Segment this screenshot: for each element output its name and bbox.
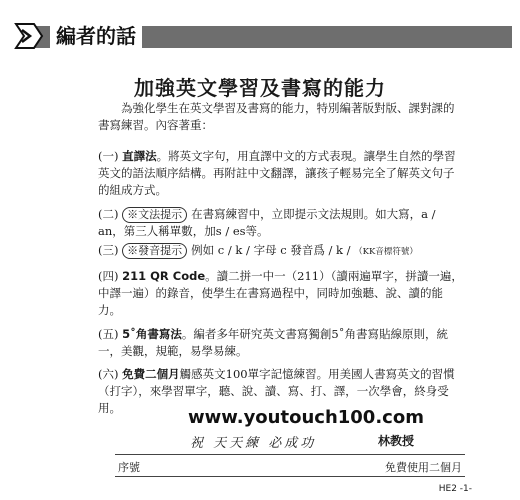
item-5	[98, 326, 463, 360]
item-number: (四)	[98, 269, 119, 283]
website-link[interactable]: www.youtouch100.com	[188, 407, 424, 428]
item-text: 觸感英文100單字記憶練習。用美國人書寫英文的習慣（打字），來學習單字，聽、說、讀、寫、打、譯，一次學會，終身受用。	[98, 367, 455, 415]
item-number: (三)	[98, 243, 119, 257]
item-1	[98, 148, 463, 199]
item-number: (六)	[98, 367, 119, 381]
arrow-tab-icon	[14, 20, 44, 52]
footer-top-rule	[115, 454, 465, 455]
item-text: 例如 c / k / 字母 c 發音爲 / k /	[191, 243, 351, 257]
item-number: (一)	[98, 149, 119, 163]
item-text: 。讀二拼一中一（211）（讀兩遍單字，拼讀一遍，中譯一遍）的錄音，使學生在書寫過程中，同時加強聽、說、讀的能力。	[98, 269, 463, 317]
item-note: （KK音標符號）	[354, 247, 418, 257]
header-banner	[8, 20, 512, 52]
page-subtitle: 加強英文學習及書寫的能力	[134, 76, 386, 100]
item-text: 。編者多年研究英文書寫獨創5˚角書寫貼線原則，統一，美觀，規範，易學易練。	[98, 327, 448, 358]
item-2	[98, 206, 463, 240]
item-number: (五)	[98, 327, 119, 341]
pronunciation-hint-tag: ※發音提示	[122, 243, 187, 259]
serial-number-label: 序號	[118, 461, 140, 474]
item-number: (二)	[98, 207, 119, 221]
item-4	[98, 268, 463, 319]
page-number: HE2 -1-	[438, 484, 472, 494]
grammar-hint-tag: ※文法提示	[122, 207, 187, 223]
free-use-label: 免費使用二個月	[385, 461, 462, 474]
item-3	[98, 242, 463, 261]
author-name: 林教授	[378, 434, 415, 448]
item-lead: 直譯法	[122, 149, 157, 163]
footer-bottom-rule	[115, 476, 465, 477]
item-text: 。將英文字句，用直譯中文的方式表現。讓學生自然的學習英文的語法順序結構。再附註中文翻譯，讓孩子輕易完全了解英文句子的組成方式。	[98, 149, 456, 197]
item-lead: 5˚角書寫法	[122, 327, 182, 341]
item-lead: 211 QR Code	[122, 269, 206, 283]
header-title: 編者的話	[50, 22, 142, 50]
blessing-text: 祝 天天練 必成功	[190, 436, 317, 451]
intro-paragraph: 為強化學生在英文學習及書寫的能力，特別編著版對版、課對課的書寫練習。內容著重：	[98, 101, 455, 132]
item-text: 在書寫練習中，立即提示文法規則。如大寫，a / an，第三人稱單數，加s / es等。	[98, 207, 436, 238]
item-lead: 免費二個月	[122, 367, 180, 381]
